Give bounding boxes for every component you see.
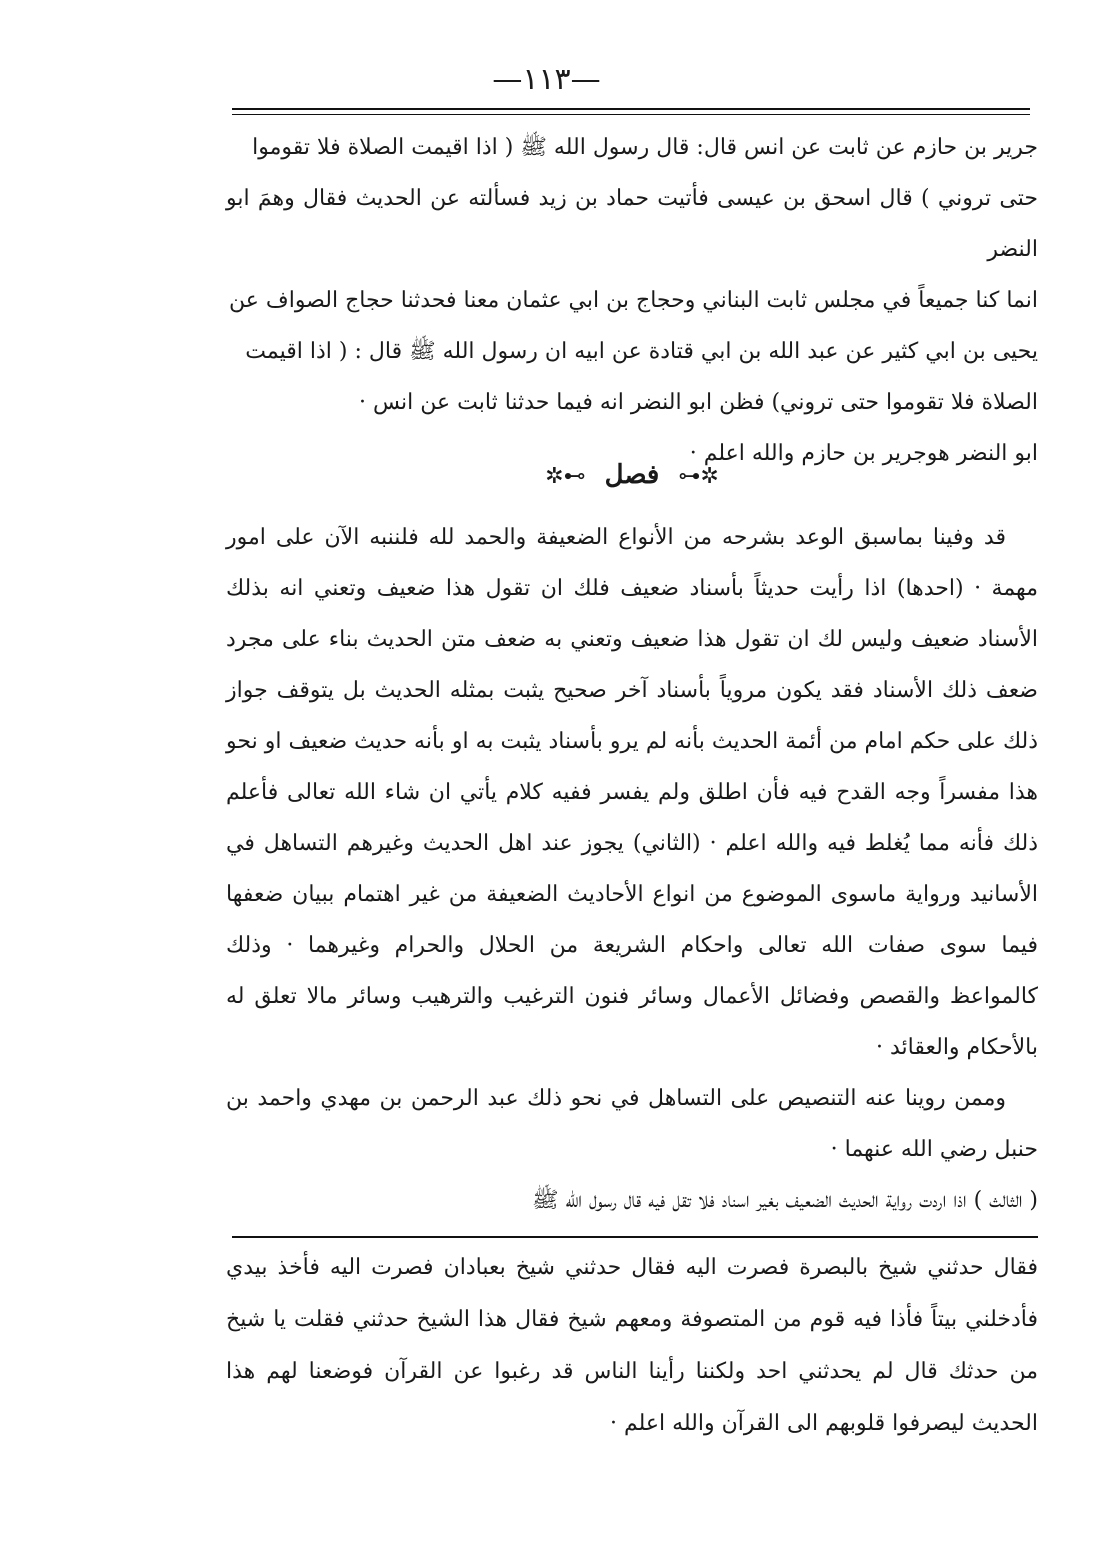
heading-ornament-right: ✲⊷: [678, 464, 719, 489]
section-body: [226, 512, 1038, 1226]
text-line: جرير بن حازم عن ثابت عن انس قال: قال رسول الله ﷺ ( اذا اقيمت الصلاة فلا تقوموا: [252, 135, 1038, 160]
paragraph: قد وفينا بماسبق الوعد بشرحه من الأنواع الضعيفة والحمد لله فلننبه الآن على امور مهمة · (احدها) اذا رأيت حديثاً بأسناد ضعيف فلك ان تقول هذا ضعيف وتعني انه بذلك الأسناد ضعيف وليس لك ان تقول هذا ضعيف وتعني به ضعف متن الحديث بناء على مجرد ضعف ذلك الأسناد فقد يكون مروياً بأسناد آخر صحيح يثبت بمثله الحديث بل يتوقف جواز ذلك على حكم امام من أئمة الحديث بأنه لم يرو بأسناد يثبت به او بأنه حديث ضعيف او نحو هذا مفسراً وجه القدح فيه فأن اطلق ولم يفسر ففيه كلام يأتي ان شاء الله تعالى فأعلم ذلك فأنه مما يُغلط فيه والله اعلم · (الثاني) يجوز عند اهل الحديث وغيرهم التساهل في الأسانيد ورواية ماسوى الموضوع من انواع الأحاديث الضعيفة من غير اهتمام ببيان ضعفها فيما سوى صفات الله تعالى واحكام الشريعة من الحلال والحرام وغيرهما · وذلك كالمواعظ والقصص وفضائل الأعمال وسائر فنون الترغيب والترهيب وسائر مالا تعلق له بالأحكام والعقائد ·: [226, 525, 1038, 1060]
footnote-text: فقال حدثني شيخ بالبصرة فصرت اليه فقال حدثني شيخ بعبادان فصرت اليه فأخذ بيدي فأدخلني بيتاً فأذا فيه قوم من المتصوفة ومعهم شيخ فقال هذا الشيخ حدثني فقلت يا شيخ من حدثك قال لم يحدثني احد ولكننا رأينا الناس قد رغبوا عن القرآن فوضعنا لهم هذا الحديث ليصرفوا قلوبهم الى القرآن والله اعلم ·: [226, 1255, 1038, 1436]
top-text-block: [226, 122, 1038, 479]
section-heading: [226, 460, 1038, 490]
header-rule-thin: [232, 114, 1030, 115]
header-rule: [232, 108, 1030, 110]
text-line: يحيى بن ابي كثير عن عبد الله بن ابي قتادة عن ابيه ان رسول الله ﷺ قال : ( اذا اقيمت: [245, 339, 1038, 364]
footnote: [226, 1242, 1038, 1450]
page-number: —١١٣—: [492, 62, 601, 97]
heading-ornament-left: ⊶✲: [545, 464, 586, 489]
text-line: انما كنا جميعاً في مجلس ثابت البناني وحجاج بن ابي عثمان معنا فحدثنا حجاج الصواف عن: [229, 288, 1038, 313]
footnote-rule: [232, 1236, 1038, 1238]
text-line: حتى تروني ) قال اسحق بن عيسى فأتيت حماد بن زيد فسألته عن الحديث فقال وهمَ ابو النضر: [226, 186, 1038, 262]
closing-line: ابو النضر هوجرير بن حازم والله اعلم ·: [689, 441, 1038, 466]
section-title: فصل: [604, 460, 660, 490]
paragraph: ( الثالث ) اذا اردت رواية الحديث الضعيف بغير اسناد فلا تقل فيه قال رسول الله ﷺ: [531, 1188, 1038, 1213]
paragraph: وممن روينا عنه التنصيص على التساهل في نحو ذلك عبد الرحمن بن مهدي واحمد بن حنبل رضي الله عنهما ·: [226, 1086, 1038, 1162]
text-line: الصلاة فلا تقوموا حتى تروني) فظن ابو النضر انه فيما حدثنا ثابت عن انس ·: [359, 390, 1038, 415]
